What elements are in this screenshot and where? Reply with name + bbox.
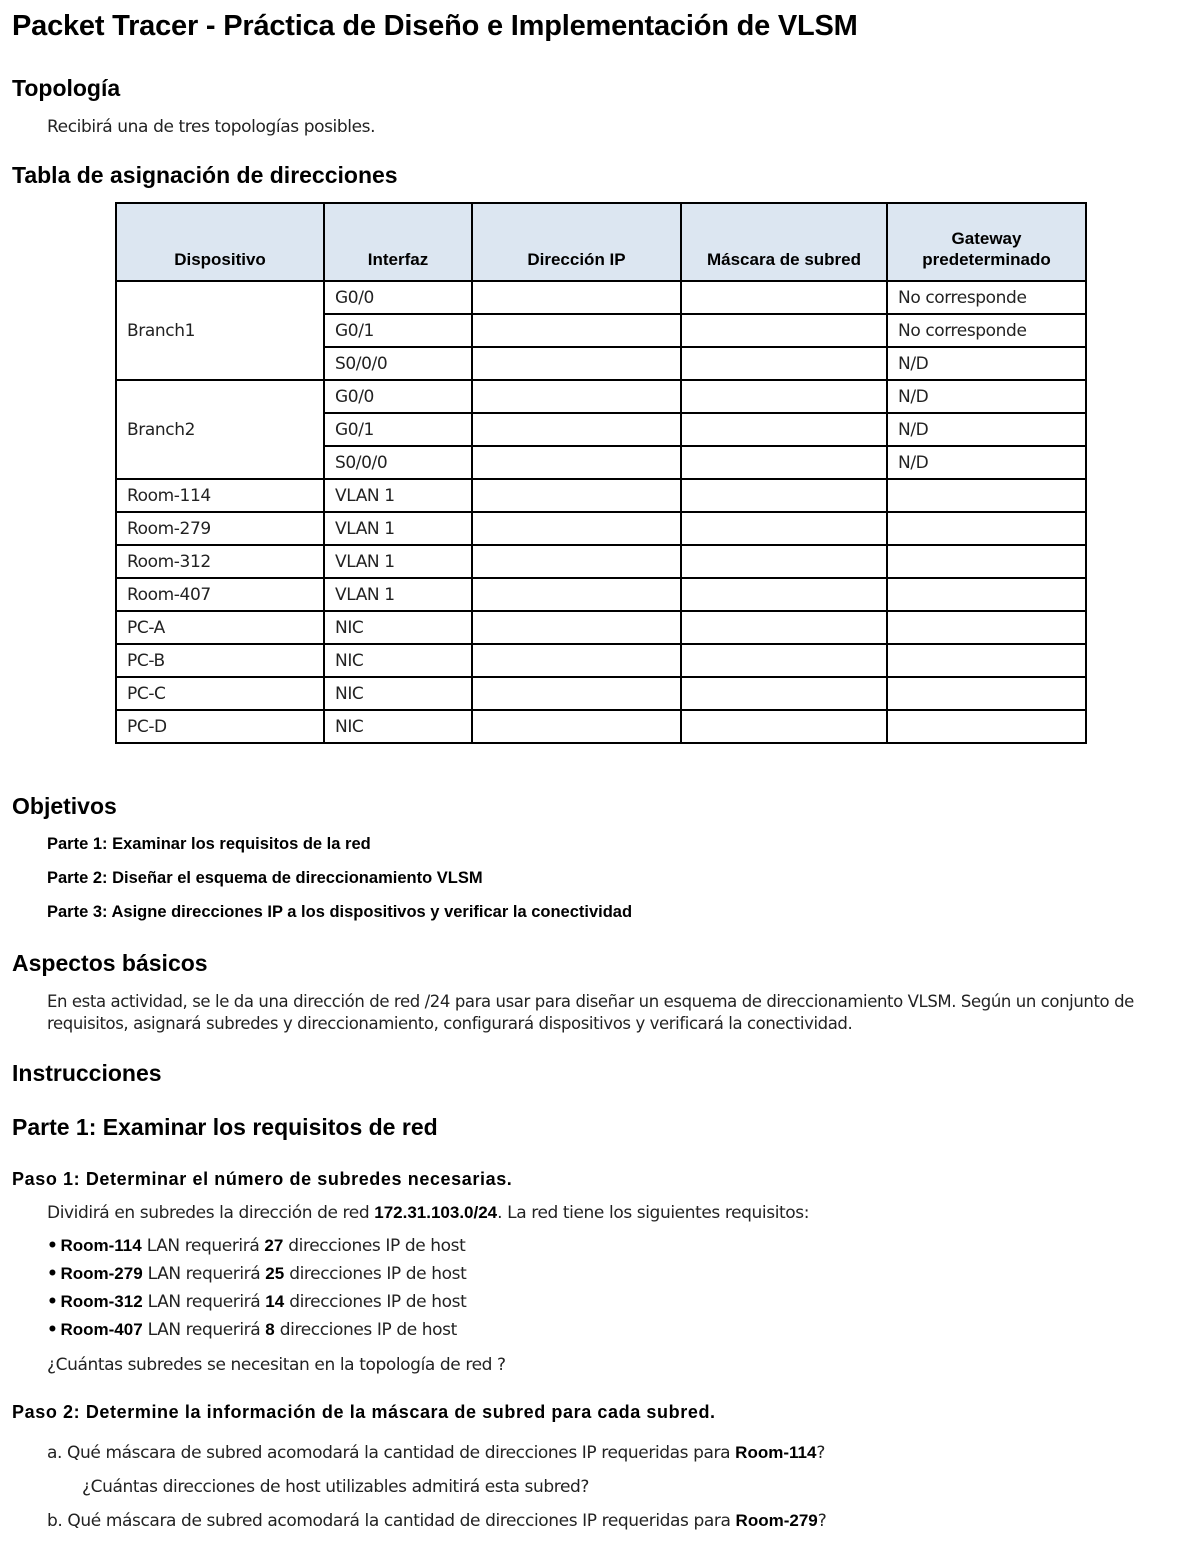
requirement-text: LAN requerirá	[142, 1264, 266, 1284]
interface-cell: G0/0	[324, 281, 472, 314]
subnet-mask-cell	[681, 677, 887, 710]
interface-cell: VLAN 1	[324, 578, 472, 611]
ip-address-cell	[472, 380, 681, 413]
gateway-cell	[887, 644, 1086, 677]
device-cell: PC-B	[116, 644, 324, 677]
table-row	[116, 710, 1086, 743]
step1-intro	[47, 1203, 809, 1223]
subnet-mask-cell	[681, 611, 887, 644]
interface-cell: S0/0/0	[324, 347, 472, 380]
step1-question: ¿Cuántas subredes se necesitan en la topología de red ?	[47, 1355, 506, 1375]
requirement-tail: direcciones IP de host	[284, 1292, 467, 1312]
instructions-heading: Instrucciones	[12, 1060, 162, 1086]
item-letter: a.	[47, 1443, 63, 1463]
objective-item: Parte 3: Asigne direcciones IP a los dispositivos y verificar la conectividad	[47, 903, 633, 921]
gateway-cell	[887, 545, 1086, 578]
room-name: Room-279	[735, 1511, 818, 1530]
ip-address-cell	[472, 611, 681, 644]
requirement-tail: direcciones IP de host	[274, 1320, 457, 1340]
device-cell: Room-279	[116, 512, 324, 545]
subnet-mask-cell	[681, 446, 887, 479]
column-header-subnet-mask: Máscara de subred	[681, 203, 887, 281]
topology-heading: Topología	[12, 75, 121, 101]
gateway-cell: N/D	[887, 413, 1086, 446]
interface-cell: VLAN 1	[324, 479, 472, 512]
interface-cell: G0/1	[324, 314, 472, 347]
ip-address-cell	[472, 545, 681, 578]
step1-intro-after: . La red tiene los siguientes requisitos:	[497, 1203, 810, 1223]
host-count: 25	[265, 1264, 285, 1283]
topology-text: Recibirá una de tres topologías posibles.	[47, 117, 376, 137]
step2-subquestion: ¿Cuántas direcciones de host utilizables admitirá esta subred?	[82, 1477, 590, 1497]
bullet-icon: •	[47, 1264, 58, 1284]
requirement-text: LAN requerirá	[142, 1320, 266, 1340]
subnet-mask-cell	[681, 644, 887, 677]
step1-heading: Paso 1: Determinar el número de subredes necesarias.	[12, 1169, 513, 1189]
column-header-ip-address: Dirección IP	[472, 203, 681, 281]
gateway-cell	[887, 611, 1086, 644]
table-row	[116, 545, 1086, 578]
background-heading: Aspectos básicos	[12, 950, 208, 976]
interface-cell: G0/1	[324, 413, 472, 446]
room-name: Room-114	[60, 1236, 142, 1255]
ip-address-cell	[472, 314, 681, 347]
device-cell: Room-407	[116, 578, 324, 611]
gateway-cell	[887, 677, 1086, 710]
device-cell: PC-D	[116, 710, 324, 743]
list-item	[47, 1320, 466, 1348]
room-name: Room-114	[735, 1443, 817, 1462]
objective-item: Parte 1: Examinar los requisitos de la red	[47, 835, 371, 853]
step2-heading: Paso 2: Determine la información de la máscara de subred para cada subred.	[12, 1402, 716, 1422]
table-row	[116, 281, 1086, 314]
table-row	[116, 578, 1086, 611]
subnet-mask-cell	[681, 347, 887, 380]
item-letter: b.	[47, 1511, 63, 1531]
question-text: Qué máscara de subred acomodará la cantidad de direcciones IP requeridas para	[67, 1511, 736, 1531]
interface-cell: NIC	[324, 677, 472, 710]
table-header-row	[116, 203, 1086, 281]
list-item	[47, 1236, 466, 1264]
interface-cell: NIC	[324, 611, 472, 644]
bullet-icon: •	[47, 1292, 58, 1312]
gateway-cell	[887, 578, 1086, 611]
table-row	[116, 479, 1086, 512]
interface-cell: VLAN 1	[324, 512, 472, 545]
question-text: Qué máscara de subred acomodará la cantidad de direcciones IP requeridas para	[67, 1443, 736, 1463]
requirement-text: LAN requerirá	[142, 1292, 266, 1312]
interface-cell: NIC	[324, 644, 472, 677]
ip-address-cell	[472, 413, 681, 446]
gateway-cell: No corresponde	[887, 314, 1086, 347]
interface-cell: VLAN 1	[324, 545, 472, 578]
gateway-cell	[887, 479, 1086, 512]
subnet-mask-cell	[681, 710, 887, 743]
addressing-table	[115, 202, 1087, 744]
host-count: 27	[264, 1236, 284, 1255]
question-end: ?	[817, 1511, 827, 1531]
subnet-mask-cell	[681, 380, 887, 413]
table-row	[116, 677, 1086, 710]
ip-address-cell	[472, 446, 681, 479]
requirement-tail: direcciones IP de host	[284, 1264, 467, 1284]
table-row	[116, 611, 1086, 644]
objective-item: Parte 2: Diseñar el esquema de direccionamiento VLSM	[47, 869, 483, 887]
page-title: Packet Tracer - Práctica de Diseño e Implementación de VLSM	[12, 10, 858, 42]
background-text: En esta actividad, se le da una dirección de red /24 para usar para diseñar un esquema de direccionamiento VLSM. Según un conjunto de requisitos, asignará subredes y direccionamiento, configurará dispositivos y verificará la conectividad.	[47, 992, 1134, 1033]
device-cell: PC-C	[116, 677, 324, 710]
requirements-list	[47, 1236, 466, 1348]
step1-intro-before: Dividirá en subredes la dirección de red	[47, 1203, 375, 1223]
ip-address-cell	[472, 578, 681, 611]
addressing-table-body	[116, 281, 1086, 743]
subnet-mask-cell	[681, 281, 887, 314]
device-cell: Branch2	[116, 380, 324, 479]
bullet-icon: •	[47, 1320, 58, 1340]
objectives-heading: Objetivos	[12, 793, 117, 819]
requirement-tail: direcciones IP de host	[283, 1236, 466, 1256]
ip-address-cell	[472, 281, 681, 314]
subnet-mask-cell	[681, 578, 887, 611]
interface-cell: S0/0/0	[324, 446, 472, 479]
column-header-interface: Interfaz	[324, 203, 472, 281]
question-end: ?	[816, 1443, 826, 1463]
addressing-table-heading: Tabla de asignación de direcciones	[12, 162, 398, 188]
network-address: 172.31.103.0/24	[374, 1203, 498, 1222]
ip-address-cell	[472, 677, 681, 710]
room-name: Room-312	[60, 1292, 143, 1311]
gateway-cell: No corresponde	[887, 281, 1086, 314]
device-cell: Room-312	[116, 545, 324, 578]
part1-heading: Parte 1: Examinar los requisitos de red	[12, 1114, 438, 1140]
subnet-mask-cell	[681, 479, 887, 512]
subnet-mask-cell	[681, 314, 887, 347]
device-cell: PC-A	[116, 611, 324, 644]
table-row	[116, 380, 1086, 413]
interface-cell: NIC	[324, 710, 472, 743]
ip-address-cell	[472, 512, 681, 545]
list-item	[47, 1264, 466, 1292]
gateway-cell: N/D	[887, 347, 1086, 380]
subnet-mask-cell	[681, 512, 887, 545]
host-count: 14	[265, 1292, 285, 1311]
subnet-mask-cell	[681, 545, 887, 578]
list-item	[47, 1292, 466, 1320]
column-header-device: Dispositivo	[116, 203, 324, 281]
device-cell: Branch1	[116, 281, 324, 380]
interface-cell: G0/0	[324, 380, 472, 413]
ip-address-cell	[472, 347, 681, 380]
ip-address-cell	[472, 644, 681, 677]
step2-question-a	[47, 1443, 825, 1463]
table-row	[116, 644, 1086, 677]
gateway-cell	[887, 512, 1086, 545]
subnet-mask-cell	[681, 413, 887, 446]
bullet-icon: •	[47, 1236, 58, 1256]
step2-question-b	[47, 1511, 826, 1531]
ip-address-cell	[472, 479, 681, 512]
room-name: Room-279	[60, 1264, 143, 1283]
gateway-cell: N/D	[887, 446, 1086, 479]
device-cell: Room-114	[116, 479, 324, 512]
gateway-cell: N/D	[887, 380, 1086, 413]
host-count: 8	[265, 1320, 275, 1339]
ip-address-cell	[472, 710, 681, 743]
room-name: Room-407	[60, 1320, 143, 1339]
table-row	[116, 512, 1086, 545]
column-header-default-gateway: Gateway predeterminado	[887, 203, 1086, 281]
requirement-text: LAN requerirá	[141, 1236, 265, 1256]
gateway-cell	[887, 710, 1086, 743]
